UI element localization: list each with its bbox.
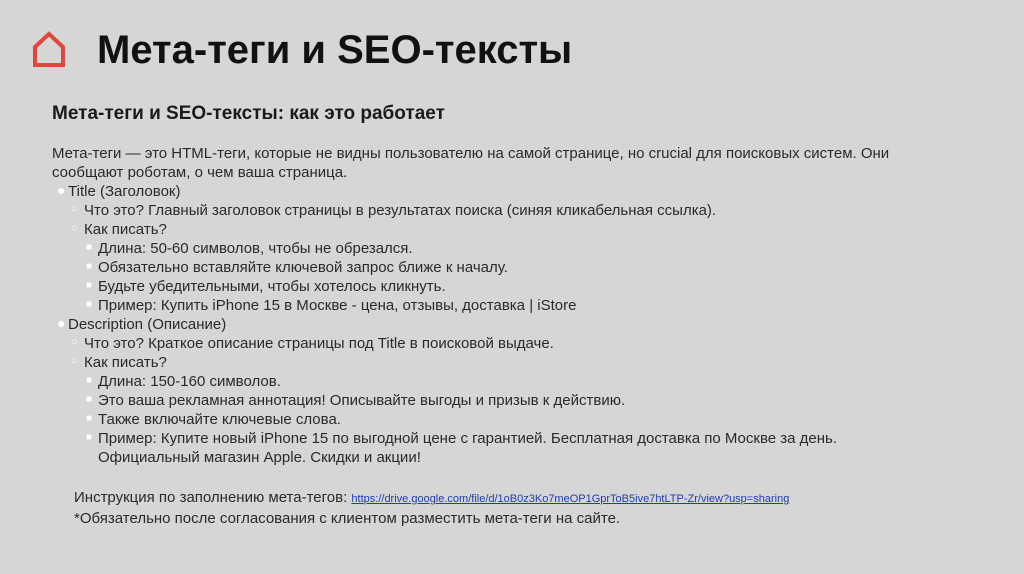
intro-paragraph: Мета-теги — это HTML-теги, которые не видны пользователю на самой странице, но crucial для поисковых систем. Они сообщают роботам, о чем ваша страница.: [52, 145, 890, 181]
instruction-block: [52, 488, 952, 528]
bullet-how-item: [52, 277, 952, 296]
bullet-how: [52, 220, 952, 239]
slide-subtitle: Мета-теги и SEO-тексты: как это работает: [52, 103, 445, 124]
bullet-dot-icon: ●: [57, 315, 66, 331]
bullet-circle-icon: ○: [71, 203, 78, 215]
bullet-label: Что это? Главный заголовок страницы в результатах поиска (синяя кликабельная ссылка).: [84, 202, 717, 219]
bullet-what: [52, 334, 952, 353]
bullet-how-item: [52, 239, 952, 258]
bullet-title-section: [52, 182, 952, 201]
bullet-label: Это ваша рекламная аннотация! Описывайте выгоды и призыв к действию.: [98, 392, 626, 409]
bullet-label: Description (Описание): [68, 316, 227, 333]
bullet-circle-icon: ○: [71, 222, 78, 234]
bullet-square-icon: ■: [86, 242, 93, 253]
bullet-label: Длина: 50-60 символов, чтобы не обрезался.: [98, 240, 413, 257]
bullet-label: Title (Заголовок): [68, 183, 181, 200]
bullet-square-icon: ■: [86, 261, 93, 272]
bullet-what: [52, 201, 952, 220]
bullet-label: Как писать?: [84, 221, 167, 238]
bullet-label: Также включайте ключевые слова.: [98, 411, 341, 428]
bullet-label: Обязательно вставляйте ключевой запрос ближе к началу.: [98, 259, 508, 276]
bullet-label: Пример: Купить iPhone 15 в Москве - цена, отзывы, доставка | iStore: [98, 297, 577, 314]
bullet-square-icon: ■: [86, 299, 93, 310]
placement-note: *Обязательно после согласования с клиентом разместить мета-теги на сайте.: [74, 510, 621, 527]
bullet-label: Что это? Краткое описание страницы под Title в поисковой выдаче.: [84, 335, 554, 352]
bullet-how-item: [52, 258, 952, 277]
bullet-how-item: [52, 372, 952, 391]
instruction-line: [74, 488, 952, 509]
instruction-link[interactable]: https://drive.google.com/file/d/1oB0z3Ko7meOP1GprToB5ive7htLTP-Zr/view?usp=sharing: [351, 493, 790, 505]
bullet-how-item: [52, 391, 952, 410]
instruction-label: Инструкция по заполнению мета-тегов:: [74, 489, 348, 506]
bullet-square-icon: ■: [86, 394, 93, 405]
bullet-how-item: [52, 296, 952, 315]
bullet-circle-icon: ○: [71, 336, 78, 348]
bullet-square-icon: ■: [86, 432, 93, 443]
home-logo-icon: [32, 30, 66, 68]
bullet-square-icon: ■: [86, 413, 93, 424]
bullet-circle-icon: ○: [71, 355, 78, 367]
bullet-description-section: [52, 315, 952, 334]
slide-title: Мета-теги и SEO-тексты: [97, 28, 573, 72]
bullet-dot-icon: ●: [57, 182, 66, 198]
bullet-label: Длина: 150-160 символов.: [98, 373, 281, 390]
bullet-square-icon: ■: [86, 375, 93, 386]
bullet-label: Как писать?: [84, 354, 167, 371]
bullet-how-item: [52, 410, 952, 429]
bullet-label: Пример: Купите новый iPhone 15 по выгодной цене с гарантией. Бесплатная доставка по Москве за день. Официальный магазин Apple. Скидки и акции!: [98, 430, 838, 466]
bullet-how: [52, 353, 952, 372]
bullet-square-icon: ■: [86, 280, 93, 291]
bullet-how-item: [52, 429, 878, 467]
slide-body: [52, 144, 952, 528]
bullet-label: Будьте убедительными, чтобы хотелось кликнуть.: [98, 278, 446, 295]
